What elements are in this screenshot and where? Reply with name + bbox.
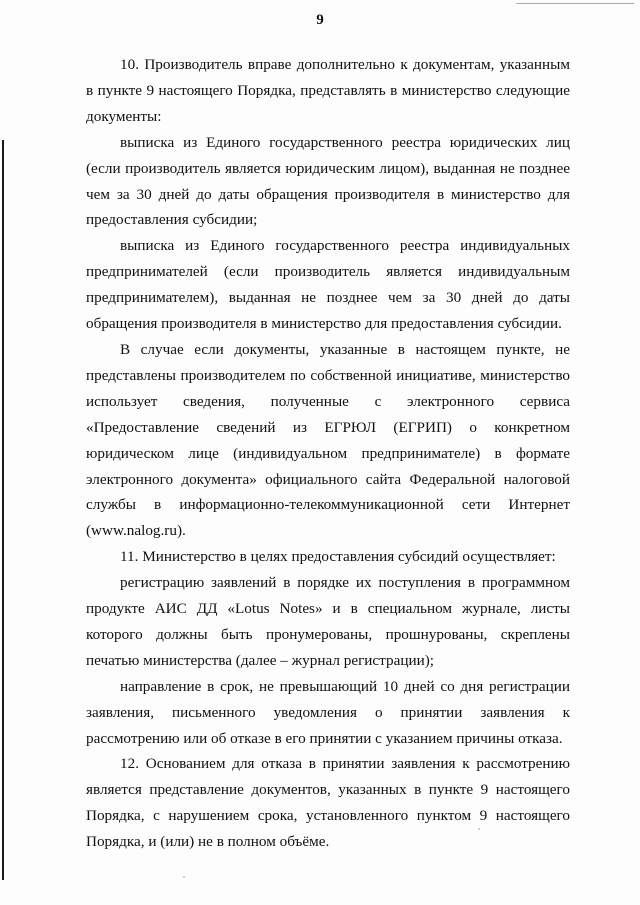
paragraph-10-egrul: выписка из Единого государственного реестра юридических лиц (если производитель является юридическим лицом), выданная не позднее чем за 30 дней до даты обращения производителя в министерство для предоставления субсидии;	[86, 133, 570, 229]
paragraph-11-intro: 11. Министерство в целях предоставления субсидий осуществляет:	[120, 548, 556, 566]
scan-speck	[183, 876, 185, 878]
paragraph-11-notification: направление в срок, не превышающий 10 дней со дня регистрации заявления, письменного уведомления о принятии заявления к рассмотрению или об отказе в его принятии с указанием причины отказа.	[86, 677, 570, 747]
scan-edge-top	[516, 3, 634, 4]
paragraph-12: 12. Основанием для отказа в принятии заявления к рассмотрению является представление документов, указанных в пункте 9 настоящего Порядка, с нарушением срока, установленного пунктом 9 настоящего Порядка, и (или) не в полном объёме.	[86, 755, 570, 851]
page-number: 9	[316, 12, 324, 28]
document-body	[86, 52, 570, 855]
scan-edge-left	[2, 140, 4, 880]
paragraph-10-intro: 10. Производитель вправе дополнительно к документам, указанным в пункте 9 настоящего Порядка, представлять в министерство следующие документы:	[86, 56, 570, 125]
scan-speck	[478, 828, 480, 830]
paragraph-10-fallback: В случае если документы, указанные в настоящем пункте, не представлены производителем по собственной инициативе, министерство использует сведения, полученные с электронного сервиса «Предоставление сведений из ЕГРЮЛ (ЕГРИП) о конкретном юридическом лице (индивидуальном предпринимателе) в формате электронного документа» официального сайта Федеральной налоговой службы в информационно-телекоммуникационной сети Интернет (www.nalog.ru).	[86, 340, 570, 540]
paragraph-10-egrip: выписка из Единого государственного реестра индивидуальных предпринимателей (если производитель является индивидуальным предпринимателем), выданная не позднее чем за 30 дней до даты обращения производителя в министерство для предоставления субсидии.	[86, 237, 570, 333]
paragraph-11-registration: регистрацию заявлений в порядке их поступления в программном продукте АИС ДД «Lotus Notes» и в специальном журнале, листы которого должны быть пронумерованы, прошнурованы, скреплены печатью министерства (далее – журнал регистрации);	[86, 574, 570, 669]
